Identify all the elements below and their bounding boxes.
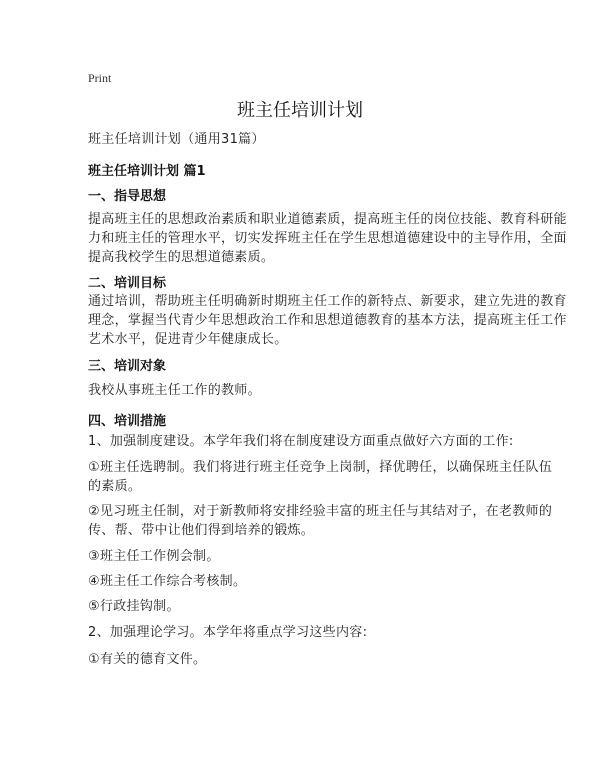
paragraph: ⑤行政挂钩制。 xyxy=(88,599,180,614)
text-line: 传、帮、带中让他们得到培养的锻炼。 xyxy=(88,523,315,538)
section-heading: 二、培训目标 xyxy=(88,276,167,291)
paragraph: ③班主任工作例会制。 xyxy=(88,549,220,564)
paragraph xyxy=(88,210,567,267)
paragraph xyxy=(88,458,552,496)
paragraph xyxy=(88,381,261,400)
print-link[interactable]: Print xyxy=(88,71,112,85)
text-line: 艺术水平，促进青少年健康成长。 xyxy=(88,332,288,347)
text-line: 的素质。 xyxy=(88,479,142,494)
text-line: 理念，掌握当代青少年思想政治工作和思想道德教育的基本方法，提高班主任工作 xyxy=(88,313,567,328)
paragraph: ①有关的德育文件。 xyxy=(88,652,207,667)
subtitle: 班主任培训计划（通用31篇） xyxy=(88,132,265,147)
text-line: 提高我校学生的思想道德素质。 xyxy=(88,250,275,265)
section-heading: 四、培训措施 xyxy=(88,414,167,429)
text-line: 提高班主任的思想政治素质和职业道德素质，提高班主任的岗位技能、教育科研能 xyxy=(88,212,567,227)
text-line: 力和班主任的管理水平，切实发挥班主任在学生思想道德建设中的主导作用，全面 xyxy=(88,231,567,246)
paragraph xyxy=(88,292,567,349)
text-line: 我校从事班主任工作的教师。 xyxy=(88,383,261,398)
paragraph: ④班主任工作综合考核制。 xyxy=(88,574,247,589)
paragraph: 2、加强理论学习。本学年将重点学习这些内容: xyxy=(88,625,368,640)
article-heading: 班主任培训计划 篇1 xyxy=(88,164,206,179)
text-line: 通过培训，帮助班主任明确新时期班主任工作的新特点、新要求，建立先进的教育 xyxy=(88,294,567,309)
section-heading: 三、培训对象 xyxy=(88,359,167,374)
section-heading: 一、指导思想 xyxy=(88,189,167,204)
page-title: 班主任培训计划 xyxy=(237,100,363,121)
paragraph xyxy=(88,502,552,540)
text-line: ①班主任选聘制。我们将进行班主任竞争上岗制，择优聘任，以确保班主任队伍 xyxy=(88,460,553,475)
text-line: ②见习班主任制，对于新教师将安排经验丰富的班主任与其结对子，在老教师的 xyxy=(88,504,553,519)
paragraph: 1、加强制度建设。本学年我们将在制度建设方面重点做好六方面的工作: xyxy=(88,434,514,449)
